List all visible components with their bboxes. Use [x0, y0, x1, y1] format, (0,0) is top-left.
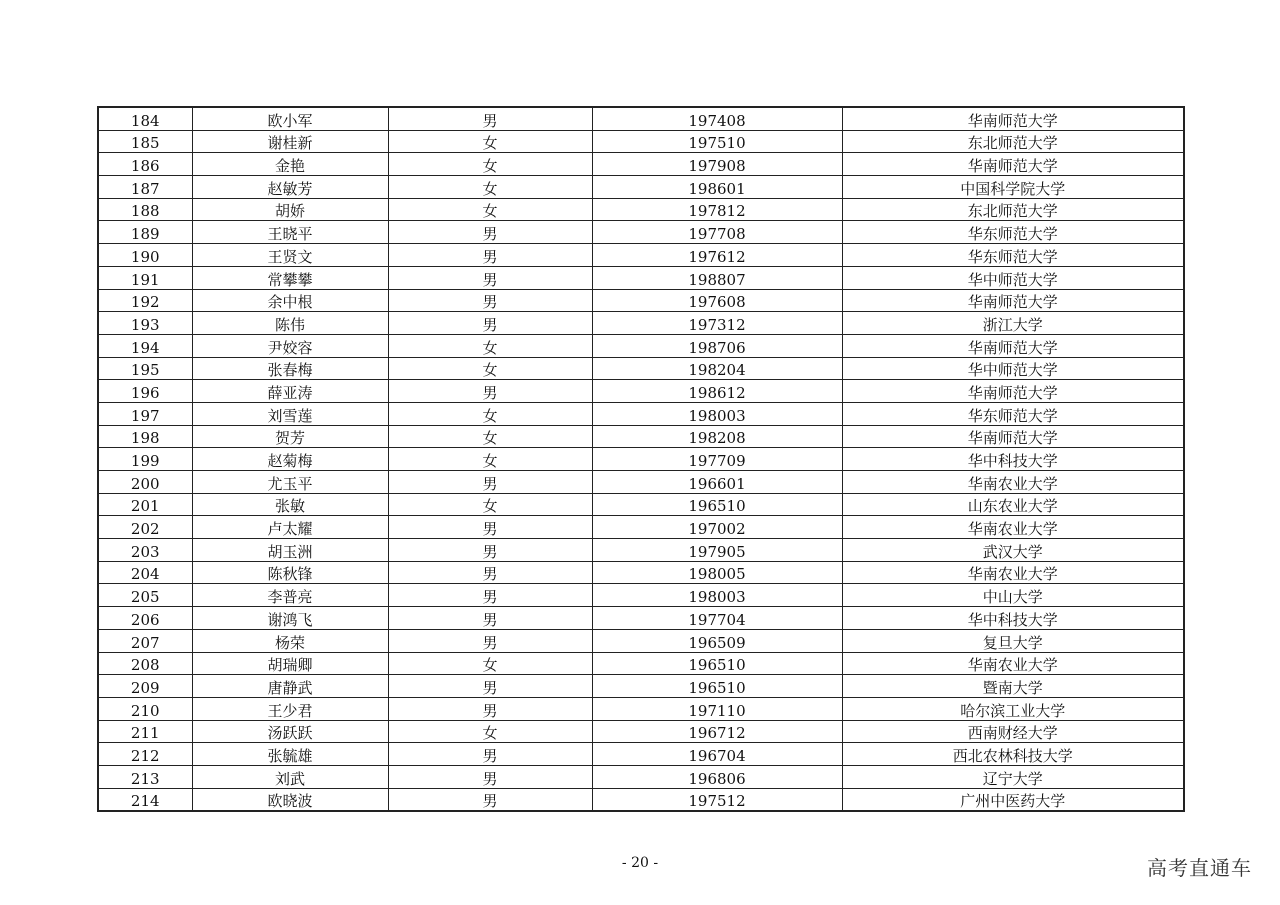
cell-gender: 男 — [388, 516, 592, 539]
table-row — [98, 425, 1184, 448]
cell-name: 赵菊梅 — [192, 448, 388, 471]
cell-gender: 男 — [388, 312, 592, 335]
cell-name: 刘武 — [192, 765, 388, 788]
table-row — [98, 266, 1184, 289]
cell-birth-date: 197608 — [592, 289, 842, 312]
table-row — [98, 652, 1184, 675]
cell-name: 陈伟 — [192, 312, 388, 335]
cell-name: 贺芳 — [192, 425, 388, 448]
cell-gender: 女 — [388, 425, 592, 448]
cell-birth-date: 196806 — [592, 765, 842, 788]
cell-university: 暨南大学 — [842, 675, 1184, 698]
cell-university: 辽宁大学 — [842, 765, 1184, 788]
cell-gender: 男 — [388, 675, 592, 698]
cell-index: 203 — [98, 539, 192, 562]
cell-university: 中山大学 — [842, 584, 1184, 607]
table-row — [98, 402, 1184, 425]
cell-birth-date: 197704 — [592, 607, 842, 630]
cell-index: 187 — [98, 176, 192, 199]
cell-birth-date: 198601 — [592, 176, 842, 199]
table-row — [98, 380, 1184, 403]
cell-gender: 男 — [388, 697, 592, 720]
cell-birth-date: 198612 — [592, 380, 842, 403]
cell-gender: 男 — [388, 471, 592, 494]
table-row — [98, 788, 1184, 811]
cell-index: 191 — [98, 266, 192, 289]
table-row — [98, 289, 1184, 312]
roster-table — [97, 106, 1185, 812]
cell-gender: 男 — [388, 561, 592, 584]
cell-gender: 女 — [388, 130, 592, 153]
cell-university: 华南师范大学 — [842, 289, 1184, 312]
cell-university: 西北农林科技大学 — [842, 743, 1184, 766]
cell-index: 184 — [98, 107, 192, 130]
cell-index: 194 — [98, 334, 192, 357]
cell-index: 189 — [98, 221, 192, 244]
cell-gender: 男 — [388, 629, 592, 652]
cell-birth-date: 197812 — [592, 198, 842, 221]
cell-university: 华南师范大学 — [842, 153, 1184, 176]
cell-gender: 男 — [388, 221, 592, 244]
cell-name: 尹姣容 — [192, 334, 388, 357]
cell-university: 中国科学院大学 — [842, 176, 1184, 199]
table-row — [98, 221, 1184, 244]
page-number: - 20 - — [621, 855, 659, 871]
cell-birth-date: 197510 — [592, 130, 842, 153]
table-row — [98, 629, 1184, 652]
cell-birth-date: 196510 — [592, 675, 842, 698]
cell-university: 华南农业大学 — [842, 652, 1184, 675]
cell-index: 210 — [98, 697, 192, 720]
cell-name: 欧晓波 — [192, 788, 388, 811]
cell-name: 张毓雄 — [192, 743, 388, 766]
table-row — [98, 561, 1184, 584]
cell-index: 185 — [98, 130, 192, 153]
table-row — [98, 448, 1184, 471]
cell-birth-date: 198204 — [592, 357, 842, 380]
cell-university: 华南师范大学 — [842, 107, 1184, 130]
cell-index: 208 — [98, 652, 192, 675]
cell-gender: 男 — [388, 266, 592, 289]
cell-index: 205 — [98, 584, 192, 607]
table-row — [98, 675, 1184, 698]
cell-birth-date: 197905 — [592, 539, 842, 562]
roster-table-body — [98, 107, 1184, 811]
cell-index: 198 — [98, 425, 192, 448]
cell-gender: 女 — [388, 357, 592, 380]
cell-university: 东北师范大学 — [842, 130, 1184, 153]
cell-index: 188 — [98, 198, 192, 221]
cell-gender: 女 — [388, 402, 592, 425]
cell-name: 金艳 — [192, 153, 388, 176]
table-row — [98, 471, 1184, 494]
cell-birth-date: 197908 — [592, 153, 842, 176]
cell-birth-date: 198208 — [592, 425, 842, 448]
cell-birth-date: 196510 — [592, 493, 842, 516]
cell-gender: 男 — [388, 788, 592, 811]
cell-name: 谢鸿飞 — [192, 607, 388, 630]
table-row — [98, 607, 1184, 630]
cell-gender: 女 — [388, 652, 592, 675]
cell-index: 190 — [98, 244, 192, 267]
cell-university: 哈尔滨工业大学 — [842, 697, 1184, 720]
cell-index: 202 — [98, 516, 192, 539]
cell-gender: 女 — [388, 176, 592, 199]
cell-index: 199 — [98, 448, 192, 471]
cell-university: 华中师范大学 — [842, 357, 1184, 380]
cell-name: 薛亚涛 — [192, 380, 388, 403]
cell-birth-date: 197110 — [592, 697, 842, 720]
cell-university: 华中师范大学 — [842, 266, 1184, 289]
cell-birth-date: 196510 — [592, 652, 842, 675]
cell-gender: 男 — [388, 380, 592, 403]
cell-index: 209 — [98, 675, 192, 698]
cell-birth-date: 198005 — [592, 561, 842, 584]
cell-name: 李普亮 — [192, 584, 388, 607]
table-row — [98, 153, 1184, 176]
cell-birth-date: 197002 — [592, 516, 842, 539]
cell-gender: 男 — [388, 765, 592, 788]
cell-index: 192 — [98, 289, 192, 312]
cell-gender: 男 — [388, 607, 592, 630]
cell-index: 212 — [98, 743, 192, 766]
table-row — [98, 176, 1184, 199]
cell-university: 浙江大学 — [842, 312, 1184, 335]
cell-birth-date: 197512 — [592, 788, 842, 811]
table-row — [98, 357, 1184, 380]
cell-birth-date: 198003 — [592, 402, 842, 425]
cell-birth-date: 197312 — [592, 312, 842, 335]
cell-name: 张春梅 — [192, 357, 388, 380]
cell-name: 陈秋锋 — [192, 561, 388, 584]
table-row — [98, 312, 1184, 335]
cell-name: 赵敏芳 — [192, 176, 388, 199]
cell-university: 华南农业大学 — [842, 561, 1184, 584]
table-row — [98, 198, 1184, 221]
cell-index: 195 — [98, 357, 192, 380]
cell-university: 华南农业大学 — [842, 516, 1184, 539]
cell-name: 余中根 — [192, 289, 388, 312]
cell-name: 汤跃跃 — [192, 720, 388, 743]
table-row — [98, 107, 1184, 130]
cell-university: 华南师范大学 — [842, 425, 1184, 448]
cell-birth-date: 198003 — [592, 584, 842, 607]
cell-university: 东北师范大学 — [842, 198, 1184, 221]
cell-gender: 男 — [388, 743, 592, 766]
cell-gender: 男 — [388, 539, 592, 562]
cell-gender: 男 — [388, 107, 592, 130]
cell-university: 华南农业大学 — [842, 471, 1184, 494]
cell-index: 193 — [98, 312, 192, 335]
cell-name: 张敏 — [192, 493, 388, 516]
cell-university: 华东师范大学 — [842, 244, 1184, 267]
cell-birth-date: 196712 — [592, 720, 842, 743]
table-row — [98, 584, 1184, 607]
cell-birth-date: 196509 — [592, 629, 842, 652]
cell-index: 213 — [98, 765, 192, 788]
cell-index: 197 — [98, 402, 192, 425]
cell-gender: 男 — [388, 289, 592, 312]
cell-birth-date: 198807 — [592, 266, 842, 289]
table-row — [98, 130, 1184, 153]
table-row — [98, 493, 1184, 516]
cell-birth-date: 196704 — [592, 743, 842, 766]
table-row — [98, 765, 1184, 788]
cell-name: 刘雪莲 — [192, 402, 388, 425]
table-row — [98, 743, 1184, 766]
cell-name: 唐静武 — [192, 675, 388, 698]
cell-name: 胡瑞卿 — [192, 652, 388, 675]
cell-gender: 女 — [388, 198, 592, 221]
cell-gender: 女 — [388, 153, 592, 176]
cell-university: 华东师范大学 — [842, 402, 1184, 425]
cell-index: 207 — [98, 629, 192, 652]
cell-university: 华中科技大学 — [842, 448, 1184, 471]
cell-university: 华南师范大学 — [842, 334, 1184, 357]
cell-name: 王少君 — [192, 697, 388, 720]
cell-birth-date: 197408 — [592, 107, 842, 130]
cell-name: 王晓平 — [192, 221, 388, 244]
cell-name: 杨荣 — [192, 629, 388, 652]
table-row — [98, 539, 1184, 562]
cell-birth-date: 197708 — [592, 221, 842, 244]
table-row — [98, 720, 1184, 743]
cell-index: 200 — [98, 471, 192, 494]
cell-gender: 女 — [388, 720, 592, 743]
cell-university: 复旦大学 — [842, 629, 1184, 652]
cell-university: 西南财经大学 — [842, 720, 1184, 743]
cell-university: 广州中医药大学 — [842, 788, 1184, 811]
cell-name: 常攀攀 — [192, 266, 388, 289]
cell-university: 山东农业大学 — [842, 493, 1184, 516]
table-row — [98, 697, 1184, 720]
cell-name: 胡娇 — [192, 198, 388, 221]
cell-birth-date: 197709 — [592, 448, 842, 471]
cell-index: 186 — [98, 153, 192, 176]
cell-index: 211 — [98, 720, 192, 743]
cell-index: 206 — [98, 607, 192, 630]
table-row — [98, 334, 1184, 357]
cell-university: 武汉大学 — [842, 539, 1184, 562]
cell-name: 王贤文 — [192, 244, 388, 267]
cell-birth-date: 197612 — [592, 244, 842, 267]
cell-university: 华南师范大学 — [842, 380, 1184, 403]
cell-name: 欧小军 — [192, 107, 388, 130]
cell-index: 196 — [98, 380, 192, 403]
cell-name: 谢桂新 — [192, 130, 388, 153]
cell-gender: 男 — [388, 244, 592, 267]
cell-index: 204 — [98, 561, 192, 584]
cell-name: 卢太耀 — [192, 516, 388, 539]
table-row — [98, 516, 1184, 539]
cell-name: 胡玉洲 — [192, 539, 388, 562]
cell-gender: 女 — [388, 334, 592, 357]
cell-gender: 男 — [388, 584, 592, 607]
cell-university: 华东师范大学 — [842, 221, 1184, 244]
cell-birth-date: 198706 — [592, 334, 842, 357]
table-row — [98, 244, 1184, 267]
watermark-text: 高考直通车 — [1147, 856, 1252, 880]
cell-university: 华中科技大学 — [842, 607, 1184, 630]
cell-name: 尤玉平 — [192, 471, 388, 494]
cell-gender: 女 — [388, 493, 592, 516]
cell-gender: 女 — [388, 448, 592, 471]
cell-index: 201 — [98, 493, 192, 516]
cell-index: 214 — [98, 788, 192, 811]
cell-birth-date: 196601 — [592, 471, 842, 494]
